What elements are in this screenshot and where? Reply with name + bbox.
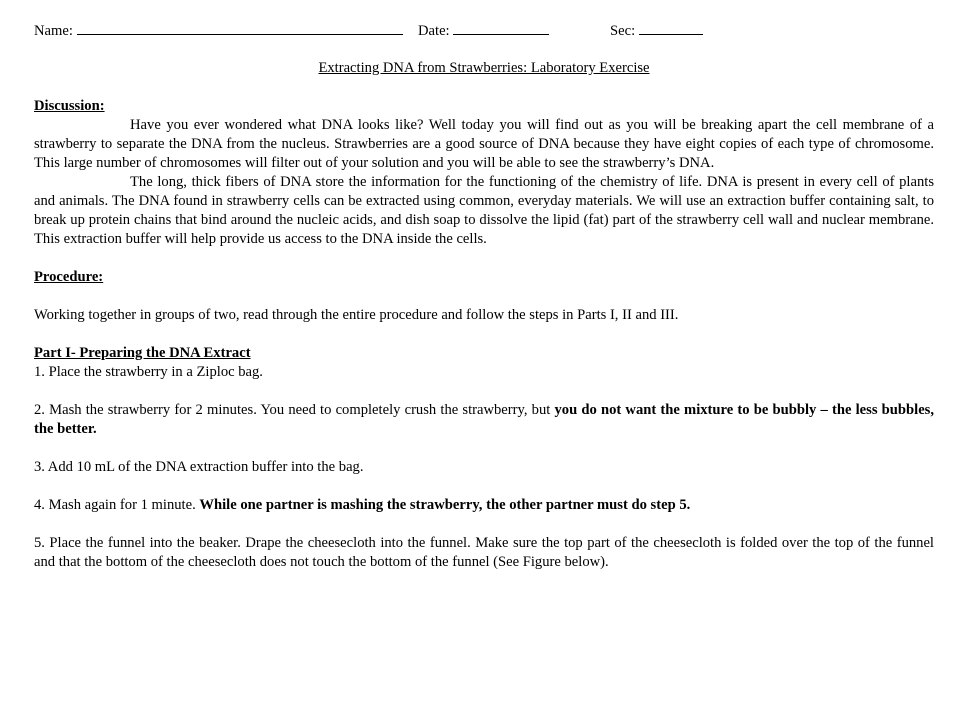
name-label: Name: bbox=[34, 23, 73, 39]
step-3: 3. Add 10 mL of the DNA extraction buffer into the bag. bbox=[34, 459, 364, 475]
procedure-intro: Working together in groups of two, read through the entire procedure and follow the steps in Parts I, II and III. bbox=[34, 307, 679, 323]
page-title: Extracting DNA from Strawberries: Laboratory Exercise bbox=[318, 60, 650, 76]
worksheet-page bbox=[34, 20, 934, 572]
date-label: Date: bbox=[418, 23, 450, 39]
date-blank-line[interactable] bbox=[453, 20, 549, 35]
step-2-emphasis: you do not want the mixture to be bubbly – the less bubbles, the better. bbox=[34, 402, 934, 437]
part1-heading: Part I- Preparing the DNA Extract bbox=[34, 345, 251, 361]
header-row bbox=[34, 20, 934, 40]
procedure-heading: Procedure: bbox=[34, 269, 104, 285]
date-field bbox=[418, 20, 549, 41]
step-2 bbox=[34, 401, 934, 439]
step-4-text: 4. Mash again for 1 minute. bbox=[34, 497, 200, 513]
discussion-heading: Discussion: bbox=[34, 98, 105, 114]
step-2-text: 2. Mash the strawberry for 2 minutes. You need to completely crush the strawberry, but bbox=[34, 402, 555, 418]
step-4-emphasis: While one partner is mashing the strawberry, the other partner must do step 5. bbox=[199, 497, 691, 513]
sec-label: Sec: bbox=[610, 23, 636, 39]
discussion-paragraph-1: Have you ever wondered what DNA looks like? Well today you will find out as you will be breaking apart the cell membrane of a strawberry to separate the DNA from the nucleus. Strawberries are a good source of DNA because they have eight copies of each type of chromosome. This large number of chromosomes will filter out of your solution and you will be able to see the strawberry’s DNA. bbox=[34, 117, 934, 171]
name-field bbox=[34, 20, 403, 41]
step-5: 5. Place the funnel into the beaker. Drape the cheesecloth into the funnel. Make sure the top part of the cheesecloth is folded over the top of the funnel and that the bottom of the cheesecloth does not touch the bottom of the funnel (See Figure below). bbox=[34, 535, 934, 570]
name-blank-line[interactable] bbox=[77, 20, 403, 35]
sec-blank-line[interactable] bbox=[639, 20, 703, 35]
sec-field bbox=[610, 20, 703, 41]
discussion-paragraph-2: The long, thick fibers of DNA store the information for the functioning of the chemistry of life. DNA is present in every cell of plants and animals. The DNA found in strawberry cells can be extracted using common, everyday materials. We will use an extraction buffer containing salt, to break up protein chains that bind around the nucleic acids, and dish soap to dissolve the lipid (fat) part of the strawberry cell wall and nuclear membrane. This extraction buffer will help provide us access to the DNA inside the cells. bbox=[34, 174, 934, 247]
step-4 bbox=[34, 496, 934, 515]
step-1: 1. Place the strawberry in a Ziploc bag. bbox=[34, 364, 263, 380]
